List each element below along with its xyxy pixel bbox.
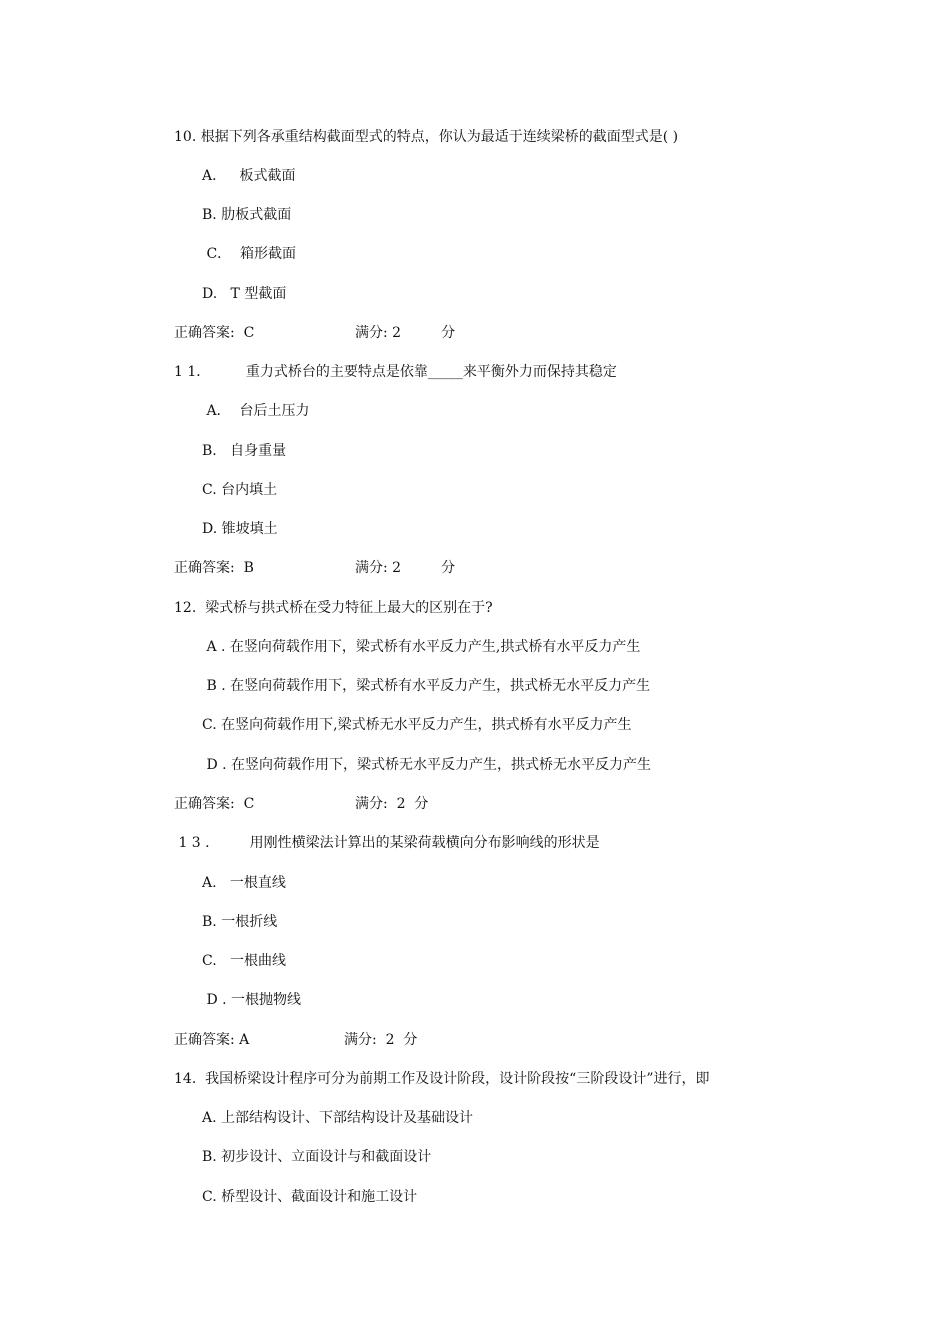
question-12-score: 满分: 2 分	[355, 796, 429, 812]
question-10-option-d: D. T 型截面	[202, 286, 287, 302]
question-11-score: 满分: 2 分	[355, 560, 456, 576]
question-13-option-b: B. 一根折线	[202, 914, 278, 930]
question-13-correct-answer: 正确答案: A	[174, 1032, 250, 1048]
question-14-stem: 14. 我国桥梁设计程序可分为前期工作及设计阶段，设计阶段按“三阶段设计”进行，即	[174, 1071, 710, 1087]
question-13-option-c: C. 一根曲线	[202, 953, 287, 969]
question-13-stem: 1 3 . 用刚性横梁法计算出的某梁荷载横向分布影响线的形状是	[174, 835, 600, 851]
question-11-option-d: D. 锥坡填土	[202, 521, 278, 537]
question-11-stem: 1 1． 重力式桥台的主要特点是依靠_____来平衡外力而保持其稳定	[174, 364, 617, 380]
question-14-option-c: C. 桥型设计、截面设计和施工设计	[202, 1189, 418, 1205]
question-11-option-b: B. 自身重量	[202, 443, 287, 459]
question-10-stem: 10. 根据下列各承重结构截面型式的特点，你认为最适于连续梁桥的截面型式是( )	[174, 129, 679, 145]
question-10-option-b: B. 肋板式截面	[202, 207, 292, 223]
question-11-option-a: A． 台后土压力	[202, 403, 310, 419]
question-10-correct-answer: 正确答案: C	[174, 325, 255, 341]
question-14-option-a: A. 上部结构设计、下部结构设计及基础设计	[202, 1110, 474, 1126]
question-13-option-a: A. 一根直线	[202, 875, 286, 891]
question-11-correct-answer: 正确答案: B	[174, 560, 254, 576]
question-12-option-a: A . 在竖向荷载作用下，梁式桥有水平反力产生,拱式桥有水平反力产生	[202, 639, 641, 655]
question-14-option-b: B. 初步设计、立面设计与和截面设计	[202, 1149, 432, 1165]
question-10-score: 满分: 2 分	[355, 325, 456, 341]
question-12-option-d: D . 在竖向荷载作用下，梁式桥无水平反力产生，拱式桥无水平反力产生	[202, 757, 652, 773]
question-10-option-c: C． 箱形截面	[202, 246, 297, 262]
question-13-option-d: D . 一根抛物线	[202, 992, 302, 1008]
question-11-option-c: C. 台内填土	[202, 482, 278, 498]
question-13-score: 满分: 2 分	[344, 1032, 418, 1048]
question-12-correct-answer: 正确答案: C	[174, 796, 255, 812]
question-12-option-b: B . 在竖向荷载作用下，梁式桥有水平反力产生，拱式桥无水平反力产生	[202, 678, 651, 694]
question-10-option-a: A． 板式截面	[202, 168, 296, 184]
question-12-option-c: C. 在竖向荷载作用下,梁式桥无水平反力产生，拱式桥有水平反力产生	[202, 717, 632, 733]
question-12-stem: 12. 梁式桥与拱式桥在受力特征上最大的区别在于?	[174, 600, 493, 616]
